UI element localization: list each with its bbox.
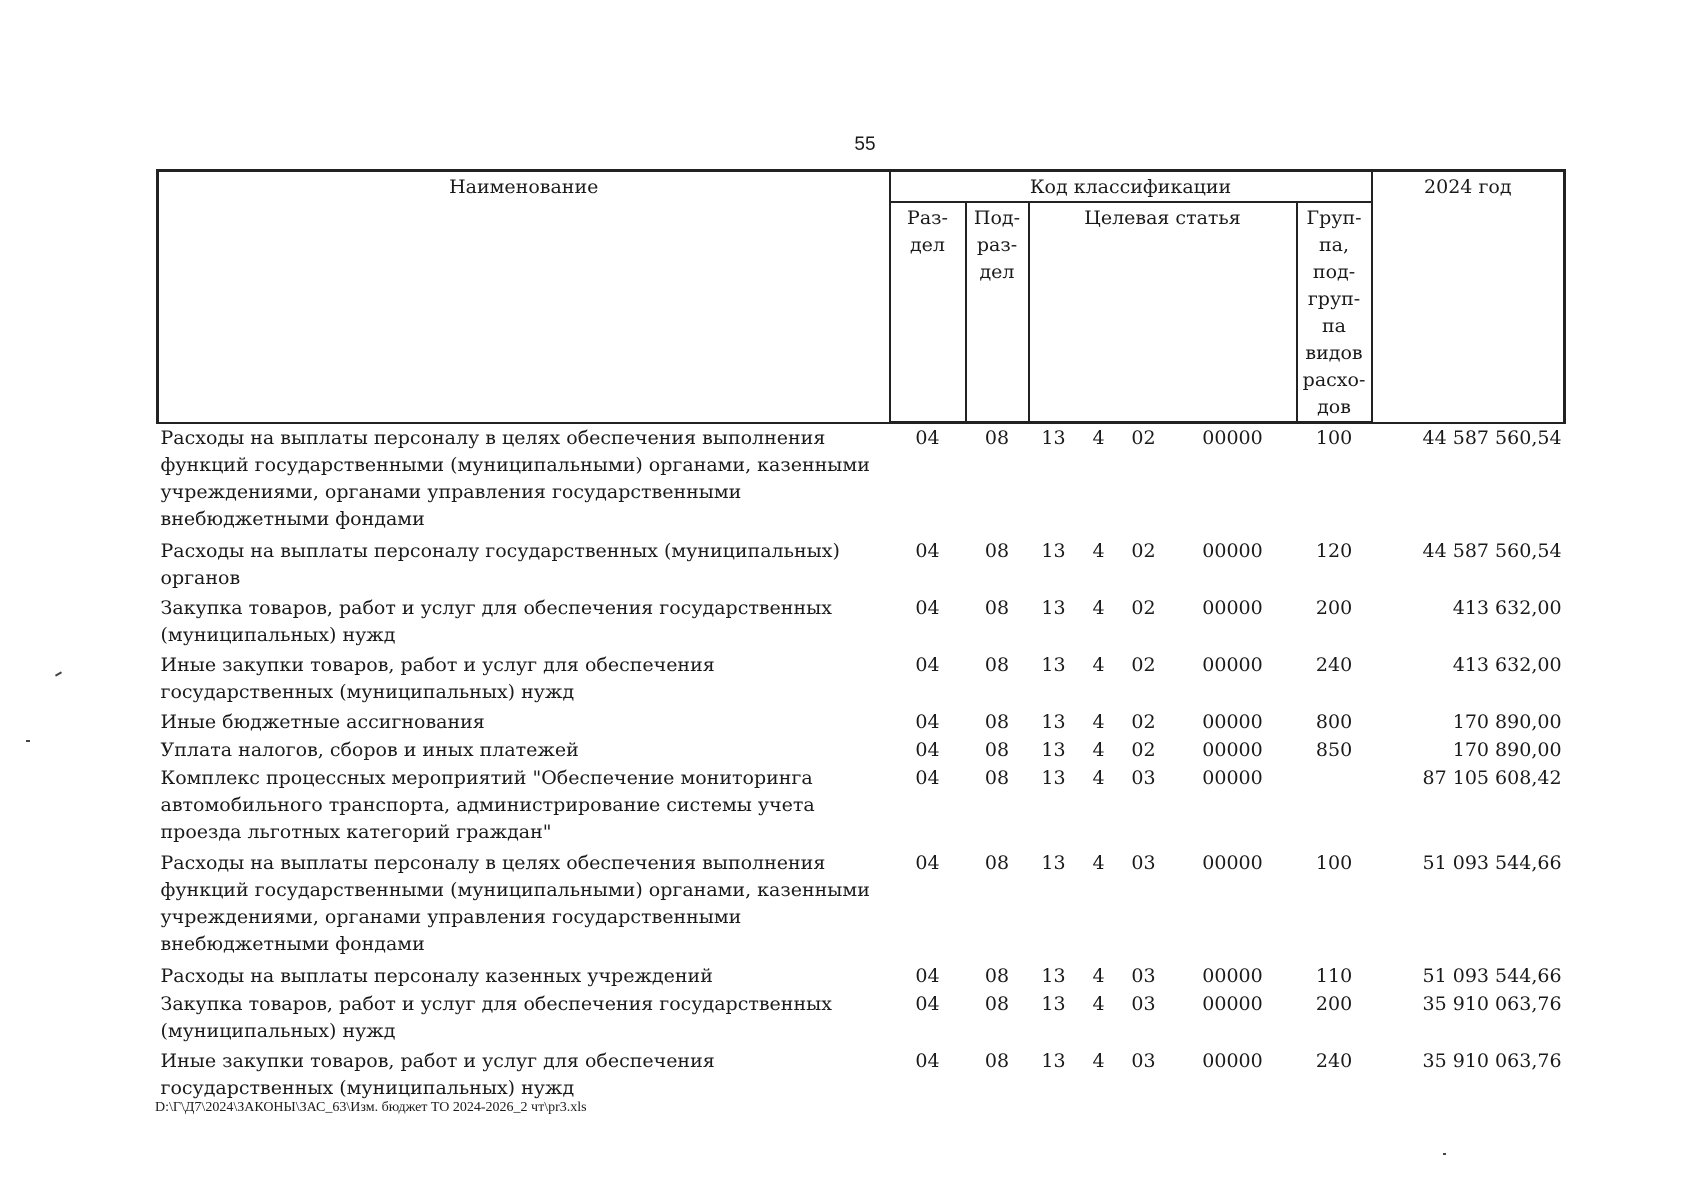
row-target-type: 4 [1092,964,1105,987]
row-target-type: 4 [1092,1049,1105,1072]
row-target-program: 13 [1041,710,1066,733]
header-target-article: Целевая статья [1029,202,1297,423]
row-section: 04 [915,596,940,619]
row-subsection: 08 [984,851,1010,874]
row-subsection: 08 [984,596,1010,619]
row-target-program: 13 [1041,766,1066,789]
row-expense-group: 110 [1315,964,1353,987]
row-target-direction: 00000 [1202,992,1263,1015]
scan-mark [26,740,30,742]
table-row [158,849,1565,962]
table-row [158,1047,1565,1104]
row-name: Закупка товаров, работ и услуг для обеспечения государственных (муниципальных) нужд [160,596,832,646]
row-amount: 51 093 544,66 [1422,851,1562,874]
table-row [158,423,1565,537]
row-section: 04 [915,766,940,789]
row-subsection: 08 [984,992,1010,1015]
row-target-structure: 02 [1131,738,1156,761]
row-target-program: 13 [1041,539,1066,562]
row-target-program: 13 [1041,992,1066,1015]
row-target-structure: 02 [1131,596,1156,619]
row-target-direction: 00000 [1202,964,1263,987]
row-target-program: 13 [1041,738,1066,761]
table-row [158,990,1565,1047]
row-subsection: 08 [984,539,1010,562]
row-target-type: 4 [1092,992,1105,1015]
row-section: 04 [915,992,940,1015]
row-target-direction: 00000 [1202,1049,1263,1072]
row-target-structure: 03 [1131,766,1156,789]
table-row [158,764,1565,849]
row-target-structure: 03 [1131,964,1156,987]
row-amount: 35 910 063,76 [1422,992,1562,1015]
row-target-structure: 02 [1131,653,1156,676]
row-section: 04 [915,710,940,733]
row-section: 04 [915,964,940,987]
row-amount: 170 890,00 [1452,710,1562,733]
row-subsection: 08 [984,766,1010,789]
row-subsection: 08 [984,964,1010,987]
row-target-type: 4 [1092,539,1105,562]
row-subsection: 08 [984,738,1010,761]
row-target-type: 4 [1092,766,1105,789]
row-target-direction: 00000 [1202,596,1263,619]
row-target-structure: 02 [1131,539,1156,562]
row-name: Иные бюджетные ассигнования [160,710,485,733]
header-expense-group: Груп- па, под- груп- па видов расхо- дов [1297,202,1372,423]
row-subsection: 08 [984,653,1010,676]
table-row [158,594,1565,651]
row-amount: 87 105 608,42 [1422,766,1562,789]
row-expense-group: 800 [1315,710,1353,733]
row-section: 04 [915,653,940,676]
table-row [158,736,1565,764]
row-name: Расходы на выплаты персоналу государственных (муниципальных) органов [160,539,840,589]
row-target-direction: 00000 [1202,851,1263,874]
row-section: 04 [915,738,940,761]
row-name: Иные закупки товаров, работ и услуг для обеспечения государственных (муниципальных) нужд [160,1049,715,1099]
row-target-program: 13 [1041,427,1066,449]
table-row [158,708,1565,736]
row-target-type: 4 [1092,738,1105,761]
row-amount: 44 587 560,54 [1422,539,1562,562]
page-number: 55 [854,134,876,155]
row-target-program: 13 [1041,1049,1066,1072]
row-subsection: 08 [984,1049,1010,1072]
row-subsection: 08 [984,710,1010,733]
row-name: Расходы на выплаты персоналу в целях обеспечения выполнения функций государственными (муниципальными) органами, казенными учреждениями, органами управления государственными внебюджетными фондами [160,851,870,955]
row-target-type: 4 [1092,653,1105,676]
row-expense-group: 100 [1315,427,1353,449]
row-name: Расходы на выплаты персоналу казенных учреждений [160,964,713,987]
header-year: 2024 год [1372,171,1565,423]
row-amount: 413 632,00 [1452,653,1562,676]
row-target-type: 4 [1092,710,1105,733]
budget-table [156,169,1566,1104]
row-section: 04 [915,1049,940,1072]
row-expense-group: 240 [1315,1049,1353,1072]
header-section: Раз- дел [890,202,966,423]
row-amount: 35 910 063,76 [1422,1049,1562,1072]
row-expense-group: 240 [1315,653,1353,676]
row-target-direction: 00000 [1202,427,1263,449]
row-target-structure: 03 [1131,851,1156,874]
row-target-program: 13 [1041,964,1066,987]
row-target-structure: 03 [1131,992,1156,1015]
scan-mark [55,671,62,676]
row-target-direction: 00000 [1202,539,1263,562]
row-target-program: 13 [1041,596,1066,619]
table-header [158,171,1565,423]
row-target-structure: 03 [1131,1049,1156,1072]
row-expense-group: 100 [1315,851,1353,874]
header-name: Наименование [158,171,890,423]
row-target-direction: 00000 [1202,710,1263,733]
header-subsection: Под- раз- дел [966,202,1029,423]
row-name: Закупка товаров, работ и услуг для обеспечения государственных (муниципальных) нужд [160,992,832,1042]
table-row [158,962,1565,990]
row-expense-group [1297,764,1372,849]
row-target-program: 13 [1041,653,1066,676]
row-target-type: 4 [1092,596,1105,619]
table-row [158,537,1565,594]
row-section: 04 [915,539,940,562]
row-expense-group: 120 [1315,539,1353,562]
row-target-type: 4 [1092,427,1105,449]
row-target-program: 13 [1041,851,1066,874]
row-target-structure: 02 [1131,427,1156,449]
row-expense-group: 850 [1315,738,1353,761]
row-subsection: 08 [984,427,1010,449]
table-row [158,651,1565,708]
row-target-direction: 00000 [1202,738,1263,761]
row-section: 04 [915,427,940,449]
row-amount: 51 093 544,66 [1422,964,1562,987]
scan-mark [1443,1153,1446,1155]
row-name: Уплата налогов, сборов и иных платежей [160,738,579,761]
table-body [158,423,1565,1104]
row-name: Расходы на выплаты персоналу в целях обеспечения выполнения функций государственными (муниципальными) органами, казенными учреждениями, органами управления государственными внебюджетными фондами [160,426,870,530]
row-amount: 413 632,00 [1452,596,1562,619]
row-target-type: 4 [1092,851,1105,874]
row-amount: 170 890,00 [1452,738,1562,761]
row-expense-group: 200 [1315,596,1353,619]
row-name: Комплекс процессных мероприятий "Обеспечение мониторинга автомобильного транспорта, администрирование системы учета проезда льготных категорий граждан" [160,766,815,843]
row-target-direction: 00000 [1202,653,1263,676]
row-expense-group: 200 [1315,992,1353,1015]
row-target-direction: 00000 [1202,766,1263,789]
row-section: 04 [915,851,940,874]
row-name: Иные закупки товаров, работ и услуг для обеспечения государственных (муниципальных) нужд [160,653,715,703]
header-classification-code: Код классификации [890,171,1372,203]
file-path-footer: D:\Г\Д7\2024\ЗАКОНЫ\ЗАС_63\Изм. бюджет ТО 2024-2026_2 чт\pr3.xls [155,1100,587,1115]
row-amount: 44 587 560,54 [1422,426,1562,449]
row-target-structure: 02 [1131,710,1156,733]
